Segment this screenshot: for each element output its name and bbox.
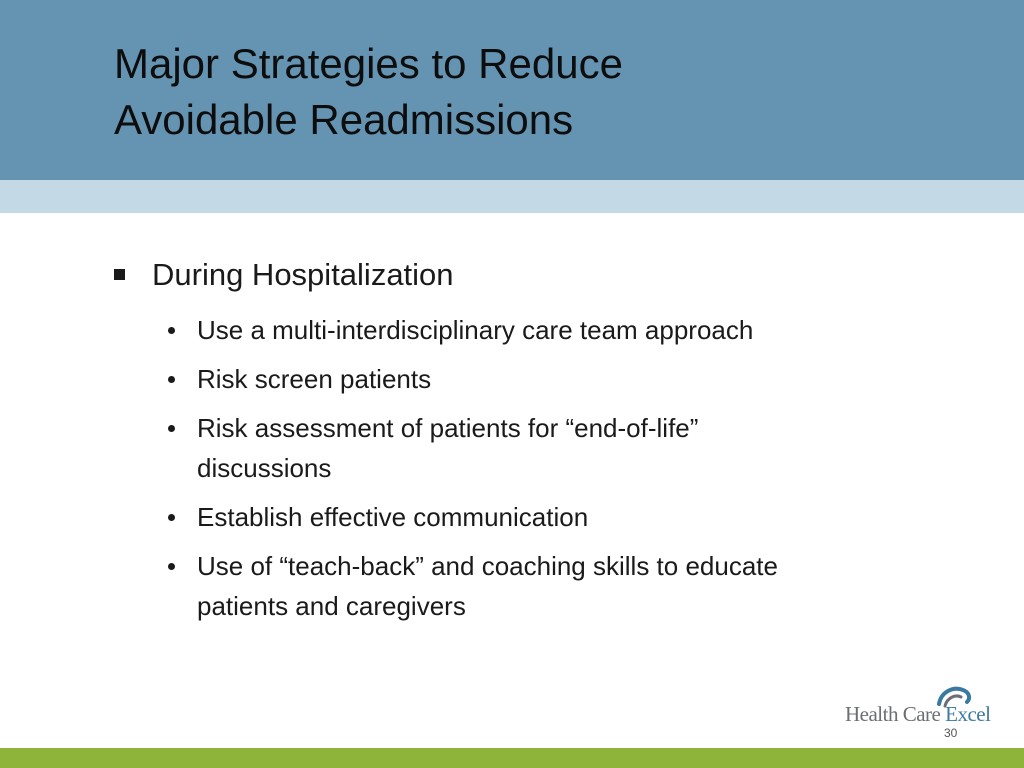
- page-number: 30: [944, 726, 958, 740]
- sub-bullet-item: [164, 359, 804, 399]
- main-bullet-text: During Hospitalization: [152, 257, 454, 292]
- bottom-accent-bar: [0, 748, 1024, 768]
- bullet-dot-icon: [168, 376, 175, 383]
- sub-bullet-list: [164, 310, 804, 635]
- slide-title-line-1: Major Strategies to Reduce: [114, 40, 623, 87]
- slide-title-line-2: Avoidable Readmissions: [114, 96, 574, 143]
- bullet-dot-icon: [168, 327, 175, 334]
- logo-wordmark: [845, 702, 990, 727]
- bullet-dot-icon: [168, 425, 175, 432]
- sub-bullet-text: Risk assessment of patients for “end-of-life” discussions: [197, 413, 699, 483]
- sub-bullet-text: Risk screen patients: [197, 364, 432, 394]
- sub-bullet-text: Use of “teach-back” and coaching skills to educate patients and caregivers: [197, 551, 778, 621]
- health-care-excel-logo: [845, 682, 1005, 732]
- sub-bullet-item: [164, 497, 804, 537]
- logo-text-health-care: Health Care: [845, 702, 946, 726]
- square-bullet-icon: [114, 269, 125, 280]
- bullet-dot-icon: [168, 514, 175, 521]
- bullet-dot-icon: [168, 563, 175, 570]
- sub-bullet-item: [164, 408, 804, 488]
- sub-bullet-text: Use a multi-interdisciplinary care team approach: [197, 315, 754, 345]
- sub-bullet-text: Establish effective communication: [197, 502, 589, 532]
- sub-bullet-item: [164, 310, 804, 350]
- logo-text-excel: Excel: [945, 702, 991, 726]
- sub-bullet-item: [164, 546, 804, 626]
